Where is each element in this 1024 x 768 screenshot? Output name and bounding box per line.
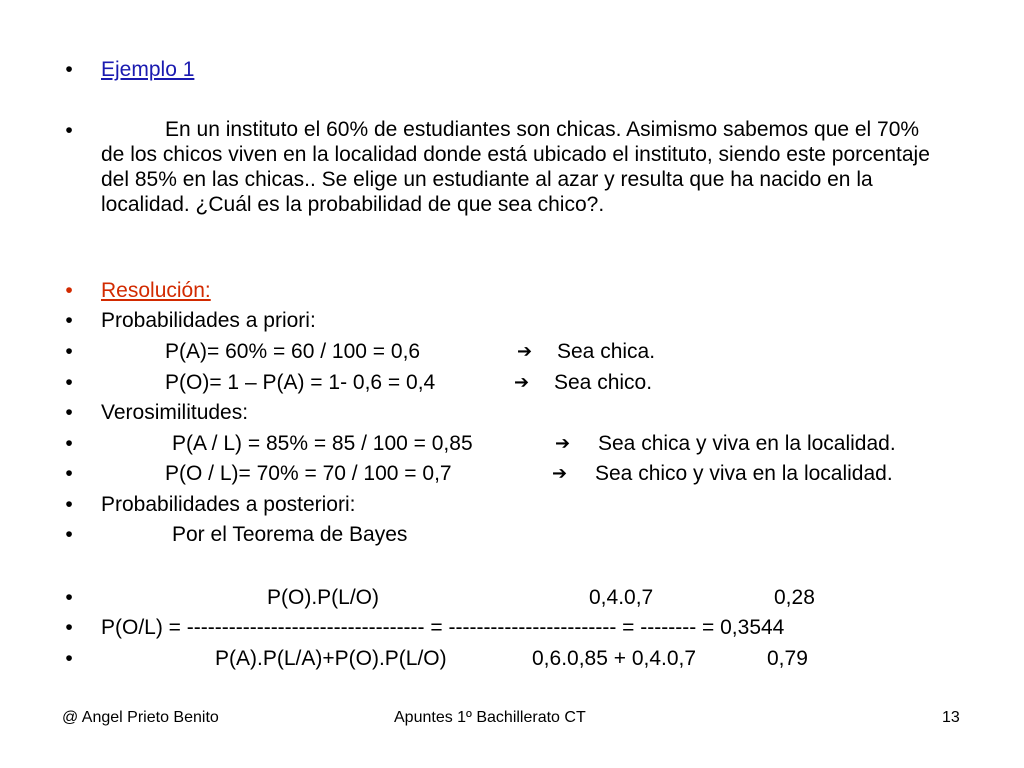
bayes-numerator-values: 0,4.0,7 — [589, 586, 654, 609]
po-result: Sea chico. — [554, 371, 653, 394]
bullet: • — [65, 616, 73, 639]
po-formula: P(O)= 1 – P(A) = 1- 0,6 = 0,4 — [165, 371, 436, 394]
arrow-icon: ➔ — [552, 463, 568, 484]
pol-formula: P(O / L)= 70% = 70 / 100 = 0,7 — [165, 462, 452, 485]
bullet: • — [65, 647, 73, 670]
pa-formula: P(A)= 60% = 60 / 100 = 0,6 — [165, 340, 421, 363]
bullet: • — [65, 119, 73, 142]
bullet: • — [65, 586, 73, 609]
footer-author: @ Angel Prieto Benito — [62, 709, 219, 726]
pal-formula: P(A / L) = 85% = 85 / 100 = 0,85 — [172, 432, 473, 455]
posteriori-label: Probabilidades a posteriori: — [101, 493, 356, 516]
bullet: • — [65, 340, 73, 363]
bayes-denominator-values: 0,6.0,85 + 0,4.0,7 — [532, 647, 697, 670]
pol-result: Sea chico y viva en la localidad. — [595, 462, 893, 485]
bullet: • — [65, 462, 73, 485]
bullet: • — [65, 432, 73, 455]
bullet: • — [65, 523, 73, 546]
bullet: • — [65, 401, 73, 424]
bullet: • — [65, 309, 73, 332]
pal-result: Sea chica y viva en la localidad. — [598, 432, 896, 455]
bullet: • — [65, 279, 73, 302]
problem-text: En un instituto el 60% de estudiantes son chicas. Asimismo sabemos que el 70% de los chicos viven en la localidad donde está ubicado el instituto, siendo este porcentaje del 85% en las chicas.. Se elige un estudiante al azar y resulta que ha nacido en la localidad. ¿Cuál es la probabilidad de que sea chico?. — [101, 118, 930, 216]
example-title: Ejemplo 1 — [101, 58, 195, 81]
arrow-icon: ➔ — [514, 372, 530, 393]
bayes-numerator-result: 0,28 — [774, 586, 815, 609]
footer-course: Apuntes 1º Bachillerato CT — [394, 709, 586, 726]
bayes-numerator-symbolic: P(O).P(L/O) — [267, 586, 380, 609]
arrow-icon: ➔ — [555, 433, 571, 454]
bayes-label: Por el Teorema de Bayes — [172, 523, 408, 546]
bullet: • — [65, 371, 73, 394]
problem-paragraph — [101, 117, 931, 217]
bullet: • — [65, 58, 73, 81]
footer-page-number: 13 — [942, 709, 960, 726]
bayes-denominator-symbolic: P(A).P(L/A)+P(O).P(L/O) — [215, 647, 447, 670]
resolution-title: Resolución: — [101, 279, 211, 302]
bullet: • — [65, 493, 73, 516]
priori-label: Probabilidades a priori: — [101, 309, 316, 332]
arrow-icon: ➔ — [517, 341, 533, 362]
bayes-equation: P(O/L) = ---------------------------------- = ------------------------ = -------- = 0,3544 — [101, 616, 785, 639]
verosimilitudes-label: Verosimilitudes: — [101, 401, 249, 424]
pa-result: Sea chica. — [557, 340, 656, 363]
bayes-denominator-result: 0,79 — [767, 647, 808, 670]
